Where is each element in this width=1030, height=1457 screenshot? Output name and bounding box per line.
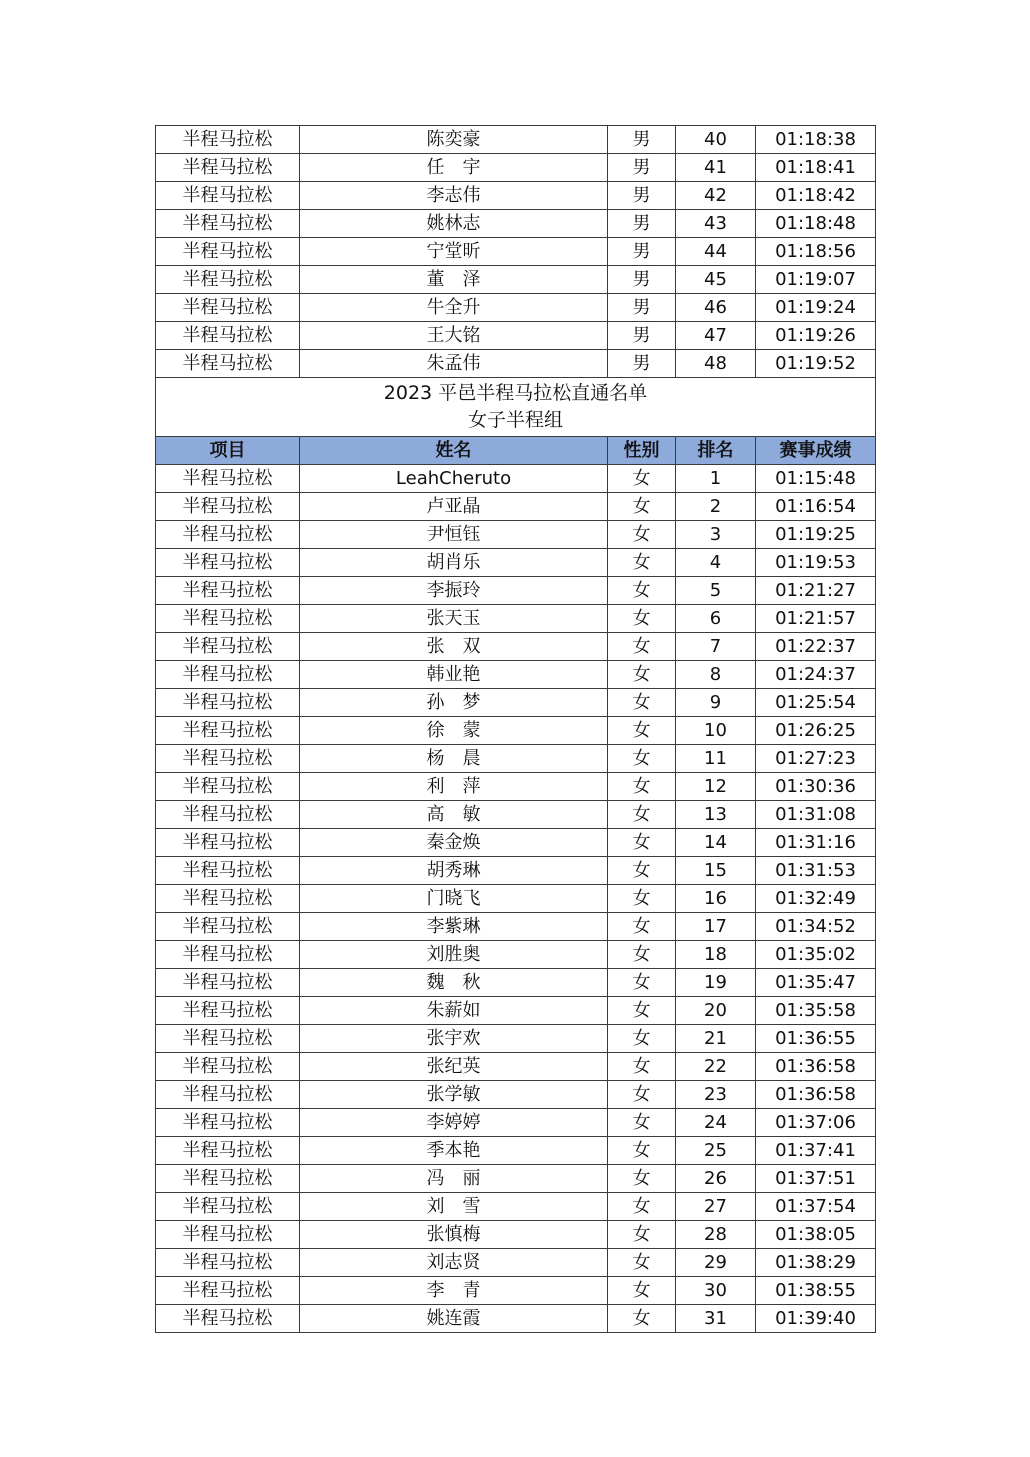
table-row	[156, 493, 876, 521]
cell-rank: 23	[676, 1081, 756, 1109]
cell-rank: 27	[676, 1193, 756, 1221]
cell-rank: 18	[676, 941, 756, 969]
cell-time: 01:35:47	[756, 969, 876, 997]
cell-rank: 48	[676, 350, 756, 378]
cell-rank: 15	[676, 857, 756, 885]
cell-rank: 10	[676, 717, 756, 745]
cell-rank: 19	[676, 969, 756, 997]
cell-name: 杨 晨	[300, 745, 608, 773]
cell-time: 01:39:40	[756, 1305, 876, 1333]
table-row	[156, 913, 876, 941]
cell-rank: 30	[676, 1277, 756, 1305]
header-rank: 排名	[676, 437, 756, 465]
table-row	[156, 1305, 876, 1333]
cell-time: 01:19:24	[756, 294, 876, 322]
cell-time: 01:35:02	[756, 941, 876, 969]
cell-rank: 12	[676, 773, 756, 801]
cell-event: 半程马拉松	[156, 350, 300, 378]
cell-event: 半程马拉松	[156, 1165, 300, 1193]
cell-name: 胡秀琳	[300, 857, 608, 885]
cell-time: 01:19:07	[756, 266, 876, 294]
cell-time: 01:38:55	[756, 1277, 876, 1305]
table-row	[156, 829, 876, 857]
cell-time: 01:24:37	[756, 661, 876, 689]
cell-rank: 14	[676, 829, 756, 857]
cell-gender: 女	[608, 605, 676, 633]
cell-rank: 31	[676, 1305, 756, 1333]
table-row	[156, 1137, 876, 1165]
cell-rank: 3	[676, 521, 756, 549]
section-title-cell	[156, 378, 876, 437]
cell-time: 01:15:48	[756, 465, 876, 493]
cell-name: 宁堂昕	[300, 238, 608, 266]
table-row	[156, 1165, 876, 1193]
cell-gender: 女	[608, 465, 676, 493]
cell-event: 半程马拉松	[156, 1053, 300, 1081]
cell-rank: 46	[676, 294, 756, 322]
cell-name: LeahCheruto	[300, 465, 608, 493]
cell-event: 半程马拉松	[156, 493, 300, 521]
cell-name: 李 青	[300, 1277, 608, 1305]
cell-event: 半程马拉松	[156, 126, 300, 154]
cell-name: 李振玲	[300, 577, 608, 605]
cell-event: 半程马拉松	[156, 1249, 300, 1277]
cell-name: 姚林志	[300, 210, 608, 238]
cell-gender: 女	[608, 493, 676, 521]
cell-time: 01:18:38	[756, 126, 876, 154]
cell-rank: 9	[676, 689, 756, 717]
table-row	[156, 1053, 876, 1081]
cell-gender: 女	[608, 1053, 676, 1081]
cell-event: 半程马拉松	[156, 745, 300, 773]
cell-event: 半程马拉松	[156, 238, 300, 266]
cell-time: 01:37:51	[756, 1165, 876, 1193]
cell-gender: 女	[608, 1165, 676, 1193]
cell-name: 牛全升	[300, 294, 608, 322]
cell-rank: 44	[676, 238, 756, 266]
cell-time: 01:37:54	[756, 1193, 876, 1221]
cell-event: 半程马拉松	[156, 633, 300, 661]
results-table	[155, 125, 876, 1333]
cell-gender: 男	[608, 182, 676, 210]
table-row	[156, 1249, 876, 1277]
cell-gender: 女	[608, 661, 676, 689]
cell-gender: 女	[608, 1305, 676, 1333]
cell-event: 半程马拉松	[156, 549, 300, 577]
table-row	[156, 266, 876, 294]
section-title: 2023 平邑半程马拉松直通名单	[383, 382, 648, 404]
cell-name: 季本艳	[300, 1137, 608, 1165]
cell-gender: 男	[608, 210, 676, 238]
cell-time: 01:32:49	[756, 885, 876, 913]
cell-rank: 47	[676, 322, 756, 350]
table-row	[156, 210, 876, 238]
cell-rank: 13	[676, 801, 756, 829]
cell-event: 半程马拉松	[156, 801, 300, 829]
cell-time: 01:18:56	[756, 238, 876, 266]
cell-time: 01:21:27	[756, 577, 876, 605]
table-row	[156, 465, 876, 493]
cell-gender: 女	[608, 1221, 676, 1249]
cell-gender: 女	[608, 1193, 676, 1221]
cell-rank: 40	[676, 126, 756, 154]
cell-time: 01:19:26	[756, 322, 876, 350]
table-row	[156, 773, 876, 801]
cell-rank: 1	[676, 465, 756, 493]
cell-rank: 2	[676, 493, 756, 521]
cell-time: 01:36:58	[756, 1053, 876, 1081]
cell-gender: 女	[608, 521, 676, 549]
cell-time: 01:36:55	[756, 1025, 876, 1053]
cell-time: 01:35:58	[756, 997, 876, 1025]
cell-event: 半程马拉松	[156, 294, 300, 322]
table-row	[156, 661, 876, 689]
cell-rank: 22	[676, 1053, 756, 1081]
cell-name: 张学敏	[300, 1081, 608, 1109]
women-results-body	[156, 465, 876, 1333]
cell-event: 半程马拉松	[156, 210, 300, 238]
cell-time: 01:30:36	[756, 773, 876, 801]
cell-gender: 男	[608, 154, 676, 182]
cell-name: 张慎梅	[300, 1221, 608, 1249]
cell-name: 魏 秋	[300, 969, 608, 997]
table-row	[156, 154, 876, 182]
cell-time: 01:18:42	[756, 182, 876, 210]
cell-time: 01:31:08	[756, 801, 876, 829]
cell-time: 01:16:54	[756, 493, 876, 521]
cell-time: 01:27:23	[756, 745, 876, 773]
table-row	[156, 1025, 876, 1053]
cell-time: 01:38:05	[756, 1221, 876, 1249]
cell-event: 半程马拉松	[156, 266, 300, 294]
cell-name: 高 敏	[300, 801, 608, 829]
table-row	[156, 238, 876, 266]
table-row	[156, 997, 876, 1025]
cell-event: 半程马拉松	[156, 182, 300, 210]
cell-event: 半程马拉松	[156, 1193, 300, 1221]
cell-name: 李婷婷	[300, 1109, 608, 1137]
cell-gender: 女	[608, 1137, 676, 1165]
cell-name: 张天玉	[300, 605, 608, 633]
table-row	[156, 126, 876, 154]
table-row	[156, 969, 876, 997]
cell-time: 01:18:48	[756, 210, 876, 238]
cell-gender: 女	[608, 885, 676, 913]
cell-time: 01:21:57	[756, 605, 876, 633]
table-row	[156, 322, 876, 350]
cell-event: 半程马拉松	[156, 829, 300, 857]
cell-event: 半程马拉松	[156, 521, 300, 549]
cell-event: 半程马拉松	[156, 717, 300, 745]
cell-time: 01:26:25	[756, 717, 876, 745]
cell-event: 半程马拉松	[156, 154, 300, 182]
cell-time: 01:25:54	[756, 689, 876, 717]
cell-name: 徐 蒙	[300, 717, 608, 745]
cell-rank: 6	[676, 605, 756, 633]
cell-gender: 女	[608, 633, 676, 661]
cell-time: 01:19:53	[756, 549, 876, 577]
header-time: 赛事成绩	[756, 437, 876, 465]
cell-gender: 男	[608, 350, 676, 378]
cell-event: 半程马拉松	[156, 605, 300, 633]
cell-event: 半程马拉松	[156, 1221, 300, 1249]
cell-rank: 20	[676, 997, 756, 1025]
cell-gender: 男	[608, 238, 676, 266]
cell-event: 半程马拉松	[156, 1277, 300, 1305]
cell-name: 朱薪如	[300, 997, 608, 1025]
table-row	[156, 350, 876, 378]
cell-time: 01:38:29	[756, 1249, 876, 1277]
cell-time: 01:31:16	[756, 829, 876, 857]
cell-name: 刘胜奥	[300, 941, 608, 969]
cell-time: 01:18:41	[756, 154, 876, 182]
cell-rank: 11	[676, 745, 756, 773]
cell-rank: 7	[676, 633, 756, 661]
table-row	[156, 717, 876, 745]
cell-gender: 女	[608, 1081, 676, 1109]
cell-name: 张宇欢	[300, 1025, 608, 1053]
men-results-body	[156, 126, 876, 378]
cell-gender: 女	[608, 577, 676, 605]
cell-gender: 女	[608, 1025, 676, 1053]
table-row	[156, 1193, 876, 1221]
header-name: 姓名	[300, 437, 608, 465]
cell-name: 朱孟伟	[300, 350, 608, 378]
cell-name: 门晓飞	[300, 885, 608, 913]
cell-rank: 17	[676, 913, 756, 941]
cell-gender: 男	[608, 266, 676, 294]
cell-event: 半程马拉松	[156, 857, 300, 885]
table-row	[156, 605, 876, 633]
table-row	[156, 857, 876, 885]
cell-rank: 29	[676, 1249, 756, 1277]
section-subtitle: 女子半程组	[467, 409, 563, 431]
cell-gender: 女	[608, 1277, 676, 1305]
cell-event: 半程马拉松	[156, 1109, 300, 1137]
women-section-heading	[156, 378, 876, 465]
cell-name: 任 宇	[300, 154, 608, 182]
table-row	[156, 1081, 876, 1109]
cell-gender: 女	[608, 969, 676, 997]
cell-gender: 女	[608, 1249, 676, 1277]
cell-rank: 25	[676, 1137, 756, 1165]
cell-gender: 男	[608, 294, 676, 322]
cell-time: 01:37:41	[756, 1137, 876, 1165]
cell-gender: 女	[608, 997, 676, 1025]
cell-event: 半程马拉松	[156, 689, 300, 717]
table-row	[156, 577, 876, 605]
cell-event: 半程马拉松	[156, 941, 300, 969]
table-row	[156, 689, 876, 717]
cell-gender: 女	[608, 1109, 676, 1137]
cell-rank: 8	[676, 661, 756, 689]
cell-rank: 42	[676, 182, 756, 210]
cell-gender: 男	[608, 126, 676, 154]
cell-gender: 女	[608, 829, 676, 857]
cell-event: 半程马拉松	[156, 885, 300, 913]
cell-gender: 女	[608, 717, 676, 745]
cell-time: 01:36:58	[756, 1081, 876, 1109]
table-row	[156, 745, 876, 773]
cell-rank: 28	[676, 1221, 756, 1249]
cell-time: 01:19:25	[756, 521, 876, 549]
column-header-row	[156, 437, 876, 465]
cell-event: 半程马拉松	[156, 577, 300, 605]
cell-gender: 女	[608, 941, 676, 969]
cell-time: 01:31:53	[756, 857, 876, 885]
cell-name: 李志伟	[300, 182, 608, 210]
header-event: 项目	[156, 437, 300, 465]
cell-rank: 4	[676, 549, 756, 577]
cell-rank: 45	[676, 266, 756, 294]
cell-name: 张纪英	[300, 1053, 608, 1081]
cell-event: 半程马拉松	[156, 1137, 300, 1165]
cell-name: 李紫琳	[300, 913, 608, 941]
cell-event: 半程马拉松	[156, 1081, 300, 1109]
table-row	[156, 1277, 876, 1305]
cell-rank: 24	[676, 1109, 756, 1137]
cell-event: 半程马拉松	[156, 913, 300, 941]
table-row	[156, 1109, 876, 1137]
cell-name: 孙 梦	[300, 689, 608, 717]
cell-gender: 女	[608, 913, 676, 941]
cell-rank: 26	[676, 1165, 756, 1193]
cell-rank: 16	[676, 885, 756, 913]
cell-gender: 女	[608, 857, 676, 885]
cell-event: 半程马拉松	[156, 1305, 300, 1333]
cell-rank: 41	[676, 154, 756, 182]
cell-event: 半程马拉松	[156, 465, 300, 493]
cell-name: 尹恒钰	[300, 521, 608, 549]
cell-name: 张 双	[300, 633, 608, 661]
table-row	[156, 182, 876, 210]
cell-rank: 5	[676, 577, 756, 605]
cell-name: 冯 丽	[300, 1165, 608, 1193]
cell-name: 王大铭	[300, 322, 608, 350]
cell-name: 秦金焕	[300, 829, 608, 857]
table-row	[156, 801, 876, 829]
cell-name: 卢亚晶	[300, 493, 608, 521]
cell-event: 半程马拉松	[156, 661, 300, 689]
cell-time: 01:19:52	[756, 350, 876, 378]
table-row	[156, 941, 876, 969]
cell-event: 半程马拉松	[156, 773, 300, 801]
table-row	[156, 549, 876, 577]
cell-event: 半程马拉松	[156, 969, 300, 997]
cell-gender: 女	[608, 745, 676, 773]
cell-gender: 女	[608, 689, 676, 717]
cell-gender: 女	[608, 549, 676, 577]
cell-name: 胡肖乐	[300, 549, 608, 577]
cell-name: 韩业艳	[300, 661, 608, 689]
cell-time: 01:37:06	[756, 1109, 876, 1137]
table-row	[156, 1221, 876, 1249]
cell-gender: 男	[608, 322, 676, 350]
cell-rank: 43	[676, 210, 756, 238]
cell-rank: 21	[676, 1025, 756, 1053]
table-row	[156, 633, 876, 661]
cell-time: 01:22:37	[756, 633, 876, 661]
cell-event: 半程马拉松	[156, 1025, 300, 1053]
table-row	[156, 885, 876, 913]
cell-gender: 女	[608, 773, 676, 801]
cell-name: 陈奕豪	[300, 126, 608, 154]
cell-gender: 女	[608, 801, 676, 829]
table-row	[156, 521, 876, 549]
table-row	[156, 294, 876, 322]
cell-time: 01:34:52	[756, 913, 876, 941]
cell-event: 半程马拉松	[156, 322, 300, 350]
cell-name: 刘志贤	[300, 1249, 608, 1277]
header-gender: 性别	[608, 437, 676, 465]
section-title-row	[156, 378, 876, 437]
cell-name: 董 泽	[300, 266, 608, 294]
cell-name: 刘 雪	[300, 1193, 608, 1221]
cell-name: 利 萍	[300, 773, 608, 801]
cell-name: 姚连霞	[300, 1305, 608, 1333]
cell-event: 半程马拉松	[156, 997, 300, 1025]
